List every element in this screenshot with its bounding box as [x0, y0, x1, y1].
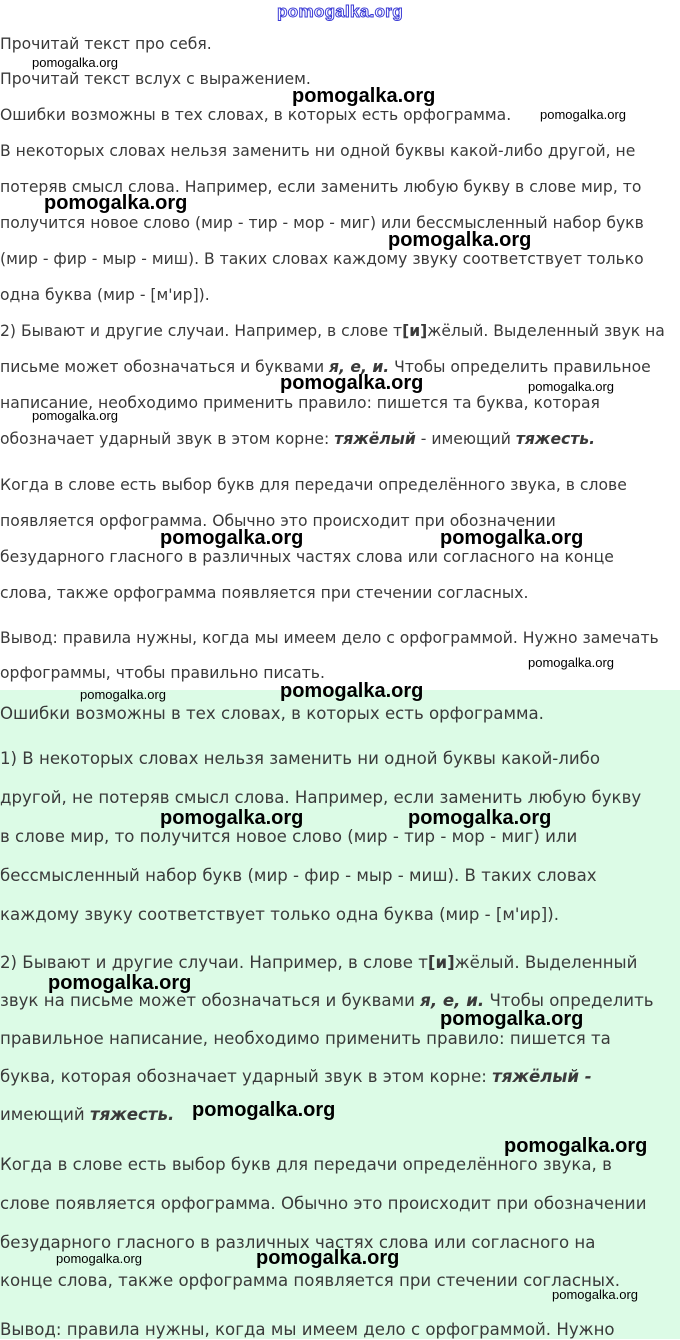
watermark: pomogalka.org: [408, 807, 552, 829]
instruction-read-aloud: Прочитай текст вслух с выражением.: [0, 70, 311, 88]
text-span: 2) Бывают и другие случаи. Например, в слове т: [0, 322, 403, 340]
text-line: (мир - фир - мыр - миш). В таких словах каждому звуку соответствует только: [0, 250, 644, 268]
text-line: [0, 321, 665, 341]
answer-line: Вывод: правила нужны, когда мы имеем дело с орфограммой. Нужно: [0, 1320, 615, 1339]
watermark: pomogalka.org: [160, 807, 304, 829]
letters-emphasis: я, е, и.: [420, 991, 485, 1010]
answer-line: Ошибки возможны в тех словах, в которых есть орфограмма.: [0, 704, 544, 723]
watermark: pomogalka.org: [388, 229, 532, 251]
text-line: одна буква (мир - [м'ир]).: [0, 286, 210, 304]
watermark: pomogalka.org: [280, 372, 424, 394]
watermark: pomogalka.org: [528, 655, 614, 670]
watermark: pomogalka.org: [540, 107, 626, 122]
watermark: pomogalka.org: [528, 379, 614, 394]
answer-line: каждому звуку соответствует только одна буква (мир - [м'ир]).: [0, 905, 560, 924]
watermark: pomogalka.org: [440, 1008, 584, 1030]
text-span: 2) Бывают и другие случаи. Например, в слове т: [0, 953, 428, 972]
example-word: тяжёлый: [334, 430, 416, 448]
watermark: pomogalka.org: [256, 1247, 400, 1269]
watermark: pomogalka.org: [440, 527, 584, 549]
text-paragraph-1: Ошибки возможны в тех словах, в которых есть орфограмма.: [0, 106, 512, 124]
text-span: звук на письме может обозначаться и буквами: [0, 991, 421, 1010]
site-header-link[interactable]: pomogalka.org: [277, 2, 403, 21]
text-span: жёлый. Выделенный звук на: [427, 322, 665, 340]
watermark: pomogalka.org: [160, 527, 304, 549]
answer-line: в слове мир, то получится новое слово (мир - тир - мор - миг) или: [0, 827, 578, 846]
text-span: имеющий: [0, 1105, 90, 1124]
answer-line: другой, не потеряв смысл слова. Например, если заменить любую букву: [0, 788, 642, 807]
text-span: буква, которая обозначает ударный звук в этом корне:: [0, 1067, 493, 1086]
answer-line: [0, 953, 637, 973]
answer-line: бессмысленный набор букв (мир - фир - мыр - миш). В таких словах: [0, 866, 597, 885]
text-span: - имеющий: [415, 430, 516, 448]
watermark: pomogalka.org: [32, 55, 118, 70]
text-line: Вывод: правила нужны, когда мы имеем дело с орфограммой. Нужно замечать: [0, 629, 659, 647]
text-line: получится новое слово (мир - тир - мор - миг) или бессмысленный набор букв: [0, 214, 644, 232]
answer-line: конце слова, также орфограмма появляется при стечении согласных.: [0, 1271, 621, 1290]
highlighted-sound: [и]: [427, 953, 455, 972]
text-line: безударного гласного в различных частях слова или согласного на конце: [0, 548, 614, 566]
text-line: слова, также орфограмма появляется при стечении согласных.: [0, 584, 529, 602]
answer-line: [0, 1067, 592, 1087]
watermark: pomogalka.org: [192, 1099, 336, 1121]
watermark: pomogalka.org: [80, 687, 166, 702]
watermark: pomogalka.org: [56, 1251, 142, 1266]
text-line: орфограммы, чтобы правильно писать.: [0, 664, 325, 682]
text-line: В некоторых словах нельзя заменить ни одной буквы какой-либо другой, не: [0, 142, 636, 160]
example-word: тяжёлый -: [492, 1067, 592, 1086]
text-line: написание, необходимо применить правило: пишется та буква, которая: [0, 394, 600, 412]
watermark: pomogalka.org: [292, 85, 436, 107]
text-span: письме может обозначаться и буквами: [0, 358, 330, 376]
text-span: обозначает ударный звук в этом корне:: [0, 430, 335, 448]
text-span: Чтобы определить: [484, 991, 654, 1010]
text-span: Чтобы определить правильное: [389, 358, 651, 376]
answer-line: безударного гласного в различных частях слова или согласного на: [0, 1233, 596, 1252]
text-line: потеряв смысл слова. Например, если заменить любую букву в слове мир, то: [0, 178, 642, 196]
highlighted-sound: [и]: [402, 322, 428, 340]
answer-line: Когда в слове есть выбор букв для передачи определённого звука, в: [0, 1155, 612, 1174]
example-word: тяжесть.: [515, 430, 596, 448]
watermark: pomogalka.org: [32, 408, 118, 423]
watermark: pomogalka.org: [280, 680, 424, 702]
answer-line: слове появляется орфограмма. Обычно это происходит при обозначении: [0, 1194, 647, 1213]
text-line: Когда в слове есть выбор букв для передачи определённого звука, в слове: [0, 476, 627, 494]
watermark: pomogalka.org: [44, 192, 188, 214]
answer-line: [0, 1105, 174, 1125]
example-word: тяжесть.: [89, 1105, 175, 1124]
answer-line: 1) В некоторых словах нельзя заменить ни одной буквы какой-либо: [0, 749, 601, 768]
letters-emphasis: я, е, и.: [329, 358, 390, 376]
instruction-read-silently: Прочитай текст про себя.: [0, 35, 212, 53]
text-span: жёлый. Выделенный: [454, 953, 638, 972]
text-line: появляется орфограмма. Обычно это происходит при обозначении: [0, 512, 556, 530]
watermark: pomogalka.org: [552, 1287, 638, 1302]
watermark: pomogalka.org: [504, 1135, 648, 1157]
watermark: pomogalka.org: [48, 972, 192, 994]
text-line: [0, 429, 595, 449]
answer-line: правильное написание, необходимо применить правило: пишется та: [0, 1029, 611, 1048]
